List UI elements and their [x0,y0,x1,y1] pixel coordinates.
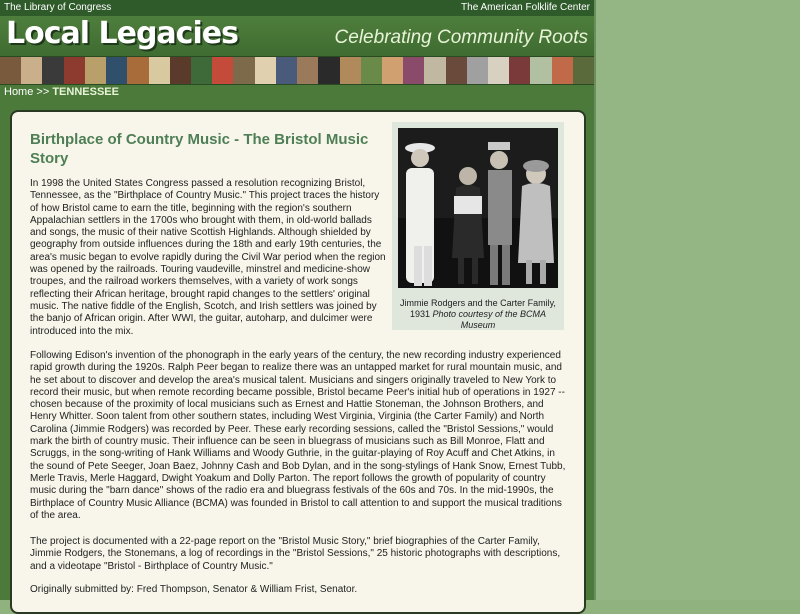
photo-caption [396,298,560,331]
photo-strip-banner [0,56,594,85]
carter-family-photo [398,128,558,288]
top-bar [0,0,594,16]
breadcrumb-separator: >> [36,86,50,98]
local-legacies-logo[interactable]: Local Legacies [6,16,238,51]
photo-caption-main: Jimmie Rodgers and the Carter Family, 1931 [400,298,556,319]
american-folklife-center-link[interactable]: The American Folklife Center [461,2,590,13]
paragraph-submitted-by: Originally submitted by: Fred Thompson, Senator & William Frist, Senator. [30,584,358,595]
paragraph-intro: In 1998 the United States Congress passed a resolution recognizing Bristol, Tennessee, as the "Birthplace of Country Music." This project traces the history of how Bristol came to earn the title, beginning with the region's southern Appalachian settlers in the 1700s who brought with them, in old-world ballads and songs, the music of their native Scottish Highlands. Although shielded by geography from outside influences during the 18th and early 19th centuries, the area's music began to evolve rapidly during the Civil War period when the region was opened by the railroads. Touring vaudeville, minstrel and medicine-show troupes, and the railroad workers themselves, with a variety of work songs reflecting their African heritage, brought rapid changes to the settlers' original music. The native fiddle of the English, Scotch, and Irish settlers was joined by the banjo of African origin. After WWI, the guitar, autoharp, and dulcimer were introduced into the mix. [30,178,386,337]
breadcrumb-home-link[interactable]: Home [4,86,34,98]
photo-figure [392,122,564,330]
breadcrumb [4,86,119,98]
tagline: Celebrating Community Roots [334,27,588,48]
right-background [594,0,800,600]
library-of-congress-link[interactable]: The Library of Congress [4,2,112,13]
site-banner [0,16,594,56]
page-title: Birthplace of Country Music - The Bristol Music Story [30,131,369,167]
paragraph-documentation: The project is documented with a 22-page report on the "Bristol Music Story," brief biographies of the Carter Family, Jimmie Rodgers, the Stonemans, a log of recordings in the "Bristol Sessions," 25 historic photographs with descriptions, and a videotape "Bristol - Birthplace of Country Music." [30,536,561,572]
photo-caption-credit: Photo courtesy of the BCMA Museum [432,309,547,330]
breadcrumb-tennessee-link[interactable]: TENNESSEE [52,86,119,98]
content-panel [10,110,586,614]
paragraph-history: Following Edison's invention of the phonograph in the early years of the century, the new recording industry experienced rapid growth during the 1920s. Ralph Peer began to realize there was an untapped market for rural mountain music, and he set about to discover and develop the area's musical talent. Musicians and singers originally traveled to New York to record their music, but when remote recording became possible, Bristol became Peer's initial hub of operations in 1927 -- chosen because of the proximity of local musicians such as Ernest and Hattie Stoneman, the Johnson Brothers, and Henry Whitter. Soon talent from other southern states, including West Virginia, Virginia (the Carter Family) and North Carolina (Jimmie Rodgers) was recorded by Peer. These early recording sessions, called the "Bristol Sessions," would mark the birth of country music. Their influence can be seen in bluegrass of musicians such as Bill Monroe, Flatt and Scruggs, in the song-writing of Hank Williams and Woody Guthrie, in the guitar-playing of Roy Acuff and Chet Atkins, in the sound of Pete Seeger, Joan Baez, Johnny Cash and Bob Dylan, and in the song-stylings of Hank Snow, Ernest Tubb, Merle Travis, Merle Haggard, Dwight Yoakum and Dolly Parton. The report follows the growth of popularity of country music during the "barn dance" shows of the radio era and bluegrass festivals of the 60s and 70s. In the mid-1990s, the Birthplace of Country Music Alliance (BCMA) was founded in Bristol to call attention to and support the musical traditions of the area. [30,350,566,521]
